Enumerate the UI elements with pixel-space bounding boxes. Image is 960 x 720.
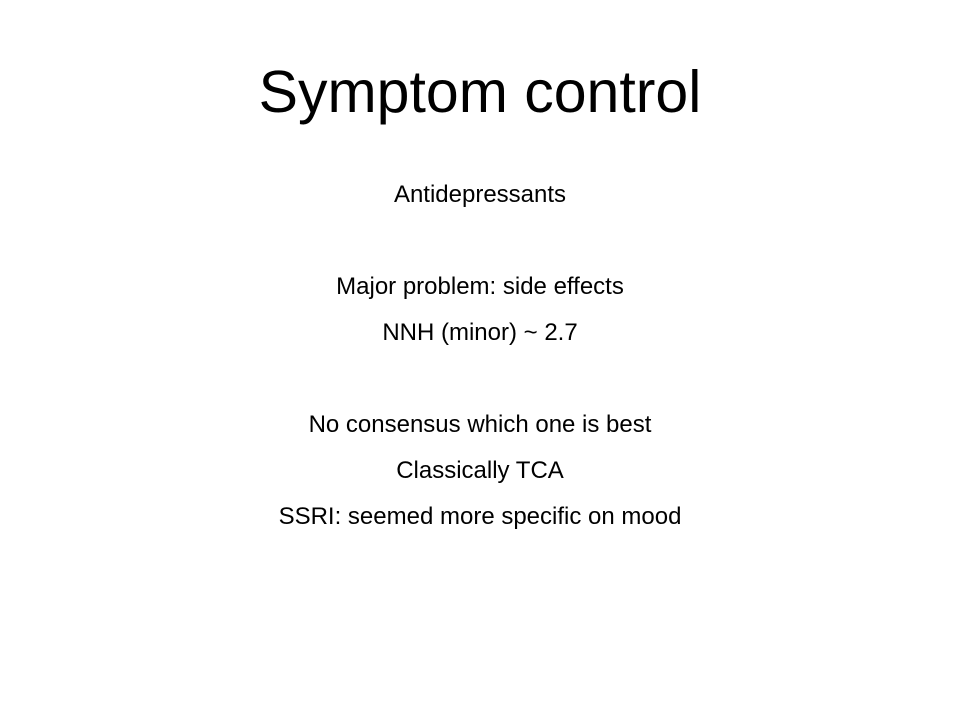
body-line-no-consensus: No consensus which one is best — [308, 411, 652, 438]
body-line-nnh: NNH (minor) ~ 2.7 — [382, 319, 578, 346]
body-line-major-problem: Major problem: side effects — [336, 273, 624, 300]
slide-title: Symptom control — [258, 59, 702, 125]
body-line-ssri: SSRI: seemed more specific on mood — [278, 503, 682, 530]
body-line-classically-tca: Classically TCA — [396, 457, 564, 484]
body-line-antidepressants: Antidepressants — [393, 181, 567, 208]
